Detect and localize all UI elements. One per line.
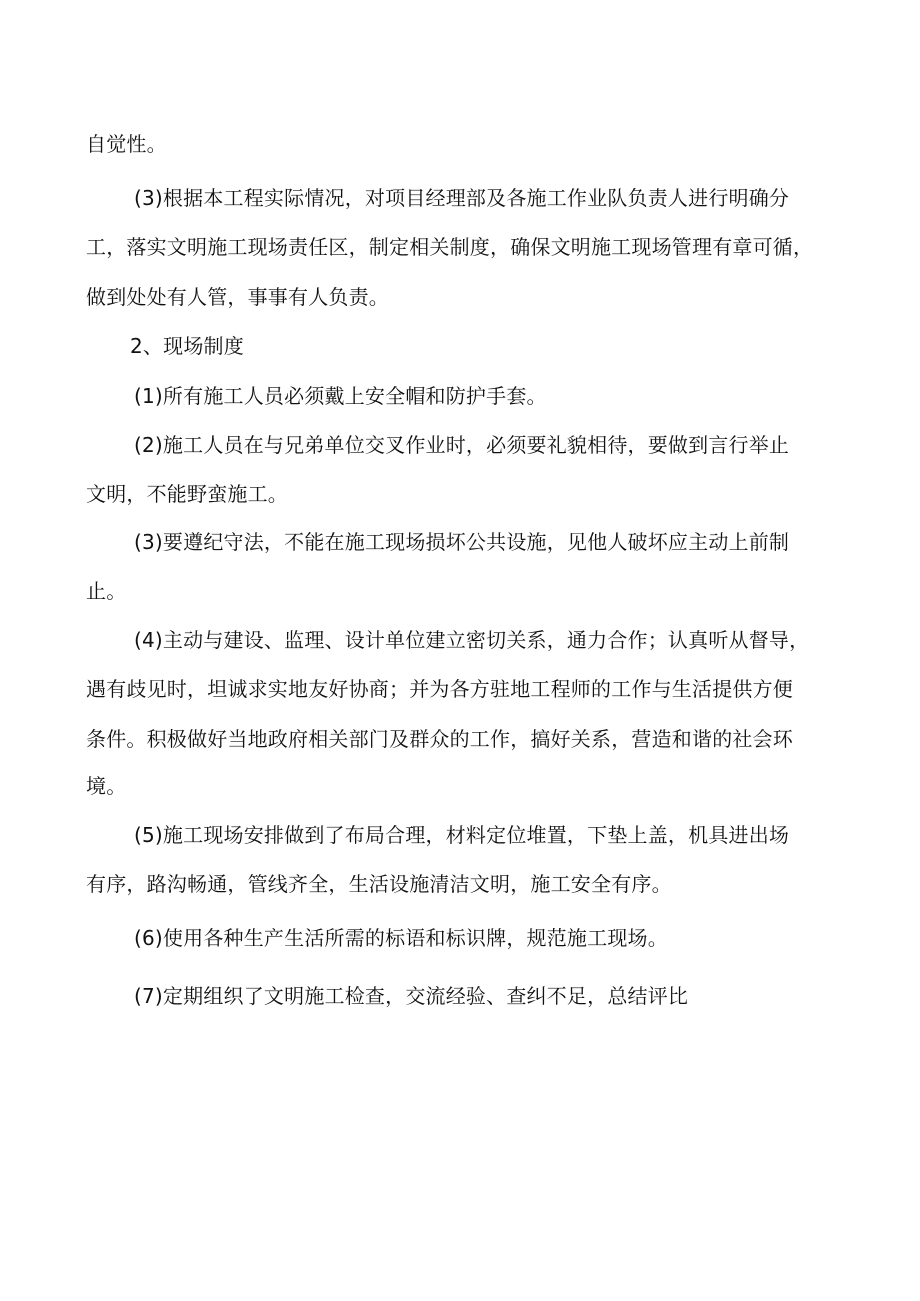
paragraph-line: 条件。积极做好当地政府相关部门及群众的工作，搞好关系，营造和谐的社会环 <box>86 727 793 751</box>
paragraph-line: (3)要遵纪守法，不能在施工现场损坏公共设施，见他人破坏应主动上前制 <box>134 530 790 554</box>
paragraph-line: 境。 <box>86 774 127 798</box>
section-heading: 2、现场制度 <box>130 334 244 358</box>
paragraph-line: 遇有歧见时，坦诚求实地友好协商；并为各方驻地工程师的工作与生活提供方便 <box>86 677 793 701</box>
paragraph-line: (6)使用各种生产生活所需的标语和标识牌，规范施工现场。 <box>134 926 668 950</box>
paragraph-line: 文明，不能野蛮施工。 <box>86 482 288 506</box>
paragraph-line: (1)所有施工人员必须戴上安全帽和防护手套。 <box>134 384 547 408</box>
paragraph-line: (7)定期组织了文明施工检查，交流经验、查纠不足，总结评比 <box>134 984 689 1008</box>
paragraph-line: 止。 <box>86 579 127 603</box>
paragraph-line: 自觉性。 <box>86 132 167 156</box>
paragraph-line: (2)施工人员在与兄弟单位交叉作业时，必须要礼貌相待，要做到言行举止 <box>134 433 790 457</box>
paragraph-line: 工，落实文明施工现场责任区，制定相关制度，确保文明施工现场管理有章可循， <box>86 235 814 259</box>
paragraph-line: (3)根据本工程实际情况，对项目经理部及各施工作业队负责人进行明确分 <box>134 186 790 210</box>
paragraph-line: 做到处处有人管，事事有人负责。 <box>86 285 389 309</box>
paragraph-line: 有序，路沟畅通，管线齐全，生活设施清洁文明，施工安全有序。 <box>86 872 672 896</box>
paragraph-line: (4)主动与建设、监理、设计单位建立密切关系，通力合作；认真听从督导， <box>134 628 810 652</box>
paragraph-line: (5)施工现场安排做到了布局合理，材料定位堆置，下垫上盖，机具进出场 <box>134 823 790 847</box>
